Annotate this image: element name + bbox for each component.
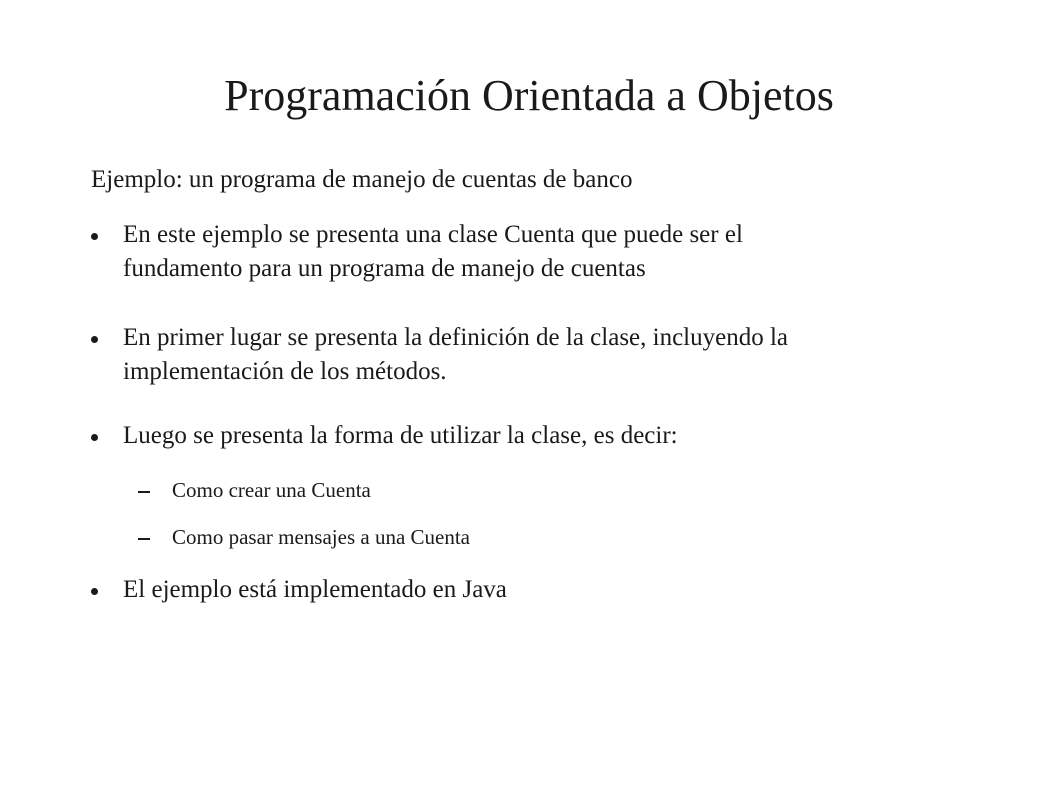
bullet-dot-icon bbox=[91, 233, 98, 240]
bullet-text-line: Luego se presenta la forma de utilizar la clase, es decir: bbox=[123, 422, 678, 449]
slide-title: Programación Orientada a Objetos bbox=[224, 71, 834, 120]
bullet-text-line: implementación de los métodos. bbox=[123, 358, 447, 385]
bullet-dot-icon bbox=[91, 434, 98, 441]
sub-item-text: Como crear una Cuenta bbox=[172, 478, 371, 502]
bullet-text-line: En este ejemplo se presenta una clase Cuenta que puede ser el bbox=[123, 221, 743, 248]
dash-icon bbox=[138, 491, 150, 493]
bullet-item bbox=[91, 573, 991, 607]
bullet-dot-icon bbox=[91, 588, 98, 595]
sub-item bbox=[138, 476, 958, 504]
bullet-text-line: fundamento para un programa de manejo de cuentas bbox=[123, 255, 646, 282]
bullet-item bbox=[91, 321, 991, 389]
sub-item bbox=[138, 523, 958, 551]
intro-text: Ejemplo: un programa de manejo de cuentas de banco bbox=[91, 166, 633, 193]
bullet-item bbox=[91, 419, 991, 453]
bullet-dot-icon bbox=[91, 336, 98, 343]
bullet-item bbox=[91, 218, 991, 286]
dash-icon bbox=[138, 538, 150, 540]
bullet-text-line: En primer lugar se presenta la definición de la clase, incluyendo la bbox=[123, 324, 789, 351]
sub-item-text: Como pasar mensajes a una Cuenta bbox=[172, 525, 470, 549]
bullet-text-line: El ejemplo está implementado en Java bbox=[123, 576, 507, 603]
